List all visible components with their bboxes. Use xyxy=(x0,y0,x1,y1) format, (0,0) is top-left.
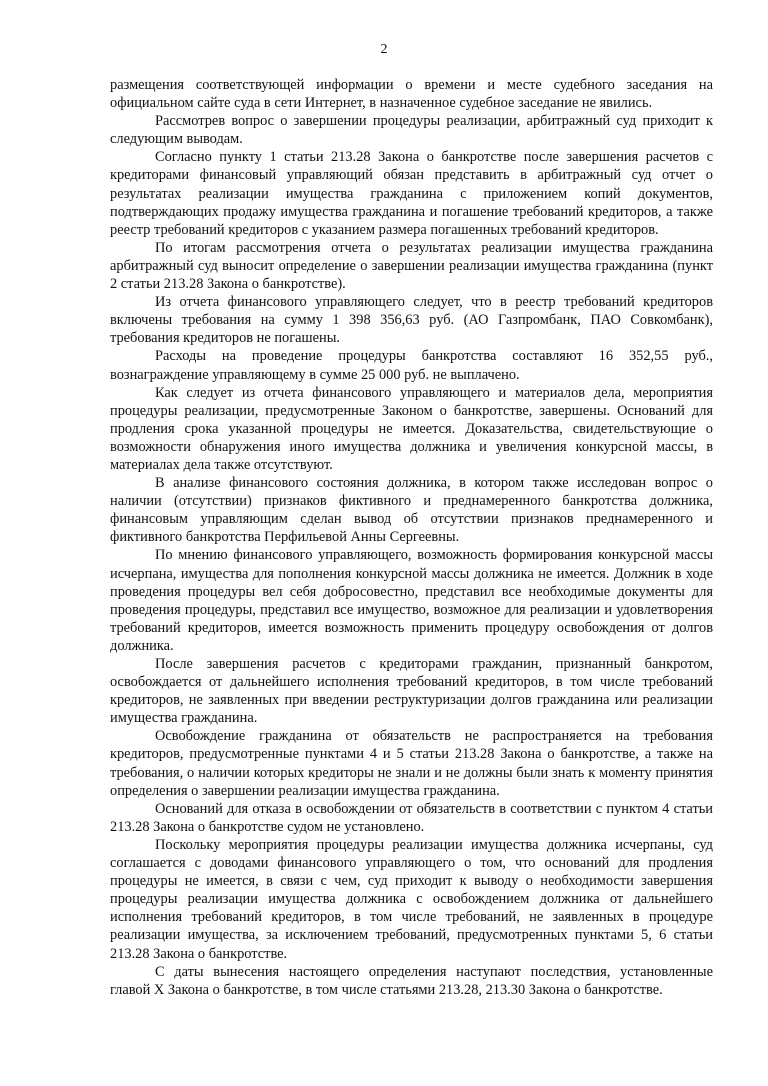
document-body xyxy=(110,76,713,999)
paragraph: С даты вынесения настоящего определения наступают последствия, установленные главой X Закона о банкротстве, в том числе статьями 213.28, 213.30 Закона о банкротстве. xyxy=(110,963,713,998)
page-number: 2 xyxy=(380,42,388,57)
paragraph: Согласно пункту 1 статьи 213.28 Закона о банкротстве после завершения расчетов с кредиторами финансовый управляющий обязан представить в арбитражный суд отчет о результатах реализации имущества гражданина с приложением копий документов, подтверждающих продажу имущества гражданина и погашение требований кредиторов, а также реестр требований кредиторов с указанием размера погашенных требований кредиторов. xyxy=(110,149,713,238)
paragraph: Поскольку мероприятия процедуры реализации имущества должника исчерпаны, суд соглашается с доводами финансового управляющего о том, что оснований для продления процедуры не имеется, в связи с чем, суд приходит к выводу о необходимости завершения процедуры реализации имущества должника с освобождением должника от дальнейшего исполнения требований кредиторов, в том числе требований, не заявленных в процедуре реализации имущества, за исключением требований, предусмотренных пунктами 5, 6 статьи 213.28 Закона о банкротстве. xyxy=(110,836,713,962)
paragraph: Оснований для отказа в освобождении от обязательств в соответствии с пунктом 4 статьи 213.28 Закона о банкротстве судом не установлено. xyxy=(110,800,713,835)
paragraph: В анализе финансового состояния должника, в котором также исследован вопрос о наличии (отсутствии) признаков фиктивного и преднамеренного банкротства должника, финансовым управляющим сделан вывод об отсутствии признаков преднамеренного и фиктивного банкротства Перфильевой Анны Сергеевны. xyxy=(110,475,713,546)
paragraph-continuation: размещения соответствующей информации о времени и месте судебного заседания на официальном сайте суда в сети Интернет, в назначенное судебное заседание не явились. xyxy=(110,77,713,112)
paragraph: Из отчета финансового управляющего следует, что в реестр требований кредиторов включены требования на сумму 1 398 356,63 руб. (АО Газпромбанк, ПАО Совкомбанк), требования кредиторов не погашены. xyxy=(110,294,713,347)
paragraph: Как следует из отчета финансового управляющего и материалов дела, мероприятия процедуры реализации, предусмотренные Законом о банкротстве, завершены. Оснований для продления срока указанной процедуры не имеется. Доказательства, свидетельствующие о возможности обнаружения иного имущества должника и увеличения конкурсной массы, в материалах дела также отсутствуют. xyxy=(110,384,713,473)
paragraph: После завершения расчетов с кредиторами гражданин, признанный банкротом, освобождается от дальнейшего исполнения требований кредиторов, в том числе требований кредиторов, не заявленных при введении реструктуризации долгов гражданина или реализации имущества гражданина. xyxy=(110,656,713,727)
paragraph: По мнению финансового управляющего, возможность формирования конкурсной массы исчерпана, имущества для пополнения конкурсной массы должника не имеется. Должник в ходе проведения процедуры вел себя добросовестно, представил все необходимые документы для проведения процедуры, представил все имущество, возможное для реализации и удовлетворения требований кредиторов, имеется возможность применить процедуру освобождения от долгов должника. xyxy=(110,547,713,654)
paragraph: Освобождение гражданина от обязательств не распространяется на требования кредиторов, предусмотренные пунктами 4 и 5 статьи 213.28 Закона о банкротстве, а также на требования, о наличии которых кредиторы не знали и не должны были знать к моменту принятия определения о завершении реализации имущества гражданина. xyxy=(110,728,713,799)
paragraph: По итогам рассмотрения отчета о результатах реализации имущества гражданина арбитражный суд выносит определение о завершении реализации имущества гражданина (пункт 2 статьи 213.28 Закона о банкротстве). xyxy=(110,239,713,293)
paragraph: Рассмотрев вопрос о завершении процедуры реализации, арбитражный суд приходит к следующим выводам. xyxy=(110,113,713,148)
paragraph: Расходы на проведение процедуры банкротства составляют 16 352,55 руб., вознаграждение управляющему в сумме 25 000 руб. не выплачено. xyxy=(110,348,713,383)
